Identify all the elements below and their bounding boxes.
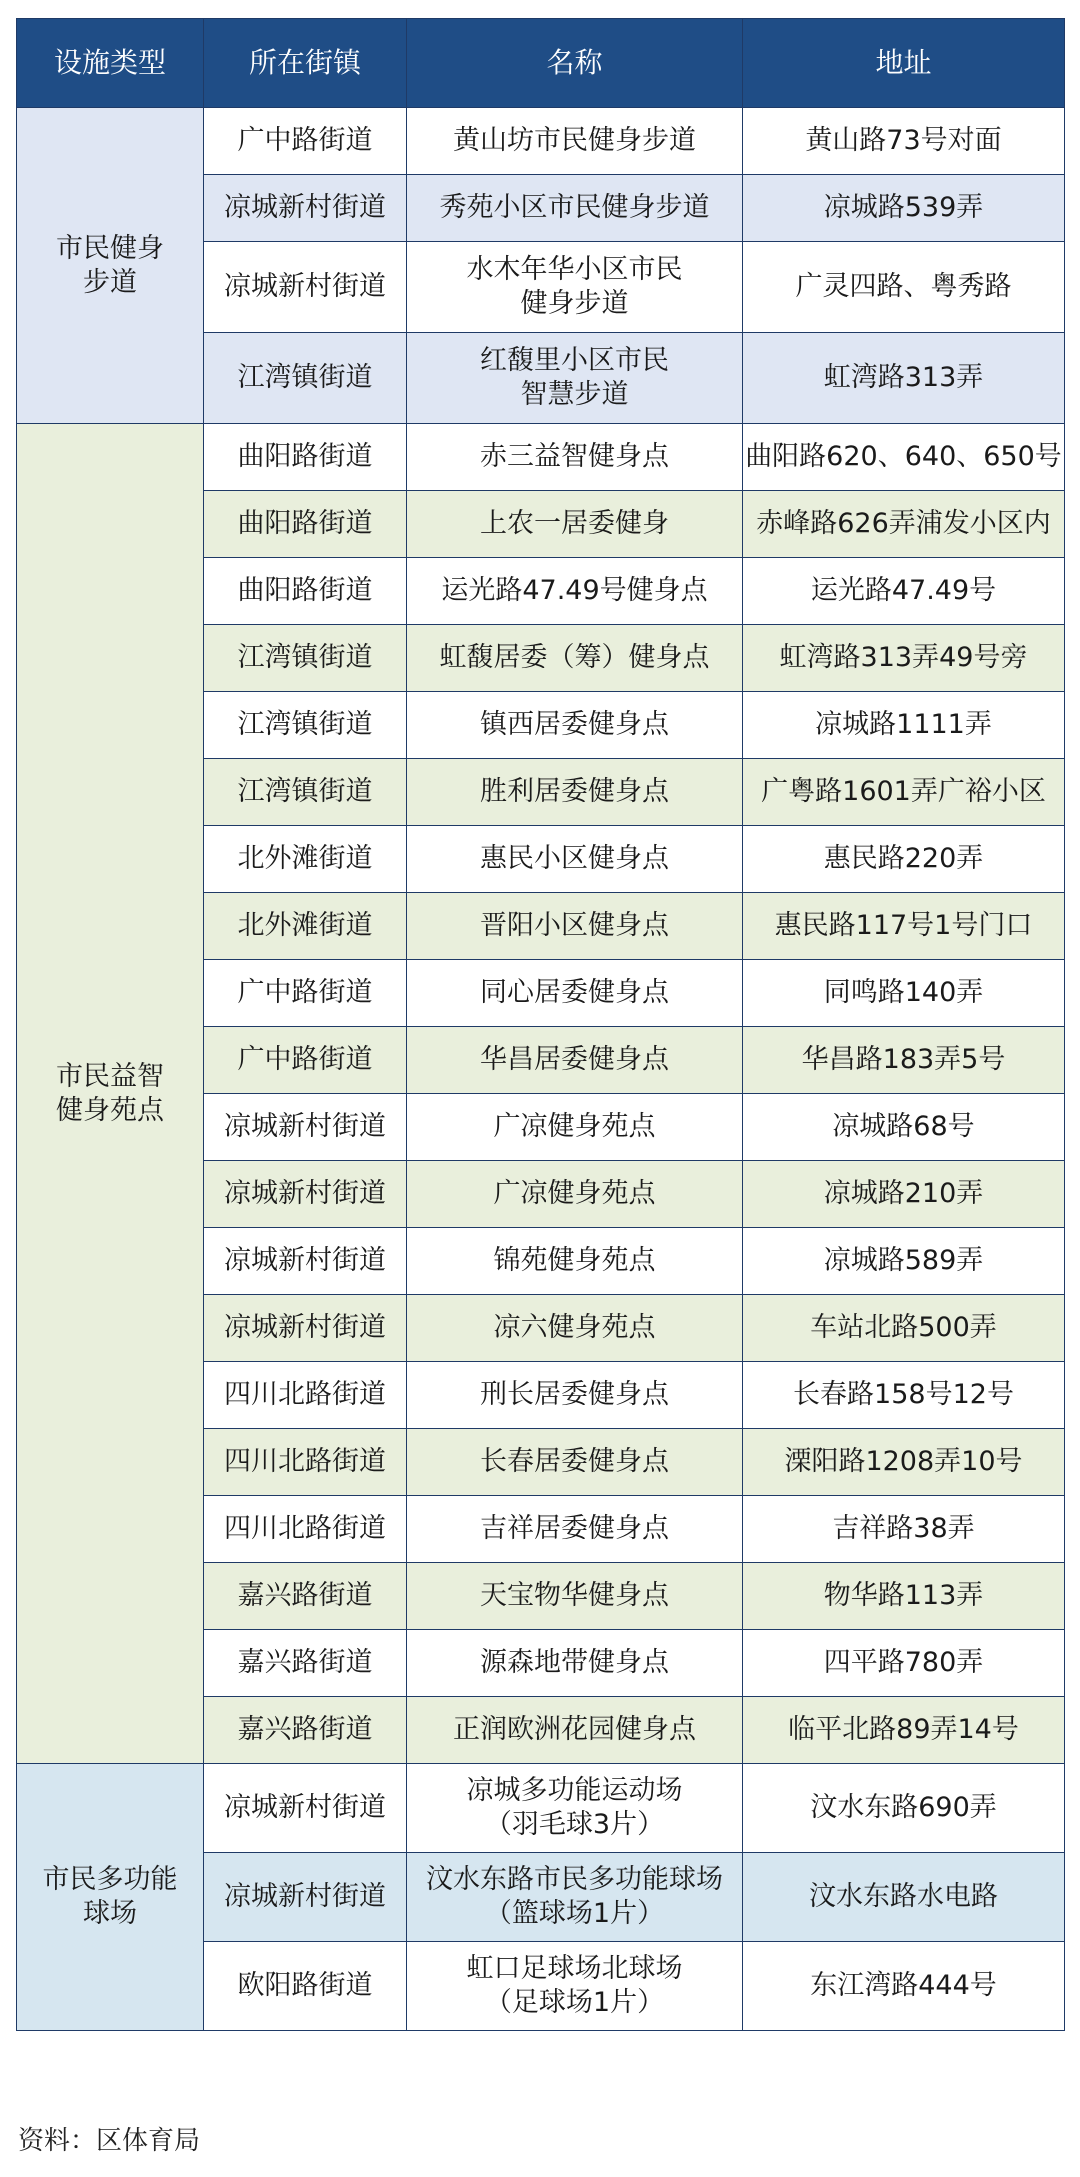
name-cell: 同心居委健身点 — [407, 960, 743, 1027]
street-cell: 江湾镇街道 — [204, 625, 407, 692]
name-cell: 黄山坊市民健身步道 — [407, 108, 743, 175]
name-cell: 秀苑小区市民健身步道 — [407, 175, 743, 242]
street-cell: 四川北路街道 — [204, 1496, 407, 1563]
name-cell: 凉城多功能运动场 （羽毛球3片） — [407, 1764, 743, 1853]
street-cell: 凉城新村街道 — [204, 1161, 407, 1228]
name-cell: 长春居委健身点 — [407, 1429, 743, 1496]
address-cell: 运光路47.49号 — [743, 558, 1065, 625]
name-cell: 虹口足球场北球场 （足球场1片） — [407, 1942, 743, 2031]
name-cell: 虹馥居委（筹）健身点 — [407, 625, 743, 692]
street-cell: 四川北路街道 — [204, 1429, 407, 1496]
address-cell: 虹湾路313弄 — [743, 333, 1065, 424]
facility-table — [16, 18, 1065, 2031]
street-cell: 嘉兴路街道 — [204, 1697, 407, 1764]
table-row — [17, 424, 1065, 491]
address-cell: 车站北路500弄 — [743, 1295, 1065, 1362]
address-cell: 凉城路210弄 — [743, 1161, 1065, 1228]
street-cell: 凉城新村街道 — [204, 1295, 407, 1362]
name-cell: 刑长居委健身点 — [407, 1362, 743, 1429]
street-cell: 曲阳路街道 — [204, 491, 407, 558]
address-cell: 华昌路183弄5号 — [743, 1027, 1065, 1094]
name-cell: 吉祥居委健身点 — [407, 1496, 743, 1563]
name-cell: 水木年华小区市民 健身步道 — [407, 242, 743, 333]
street-cell: 江湾镇街道 — [204, 692, 407, 759]
table-row — [17, 1764, 1065, 1853]
street-cell: 凉城新村街道 — [204, 1228, 407, 1295]
group-multi-court — [17, 1764, 1065, 2031]
address-cell: 曲阳路620、640、650号 — [743, 424, 1065, 491]
street-cell: 广中路街道 — [204, 960, 407, 1027]
name-cell: 惠民小区健身点 — [407, 826, 743, 893]
address-cell: 凉城路589弄 — [743, 1228, 1065, 1295]
group-fitness-point — [17, 424, 1065, 1764]
street-cell: 江湾镇街道 — [204, 759, 407, 826]
category-cell: 市民多功能 球场 — [17, 1764, 204, 2031]
header-name: 名称 — [407, 19, 743, 108]
address-cell: 凉城路68号 — [743, 1094, 1065, 1161]
street-cell: 曲阳路街道 — [204, 558, 407, 625]
street-cell: 江湾镇街道 — [204, 333, 407, 424]
street-cell: 嘉兴路街道 — [204, 1630, 407, 1697]
address-cell: 汶水东路水电路 — [743, 1853, 1065, 1942]
address-cell: 广灵四路、粤秀路 — [743, 242, 1065, 333]
name-cell: 晋阳小区健身点 — [407, 893, 743, 960]
street-cell: 凉城新村街道 — [204, 175, 407, 242]
street-cell: 北外滩街道 — [204, 893, 407, 960]
address-cell: 四平路780弄 — [743, 1630, 1065, 1697]
street-cell: 凉城新村街道 — [204, 1094, 407, 1161]
street-cell: 凉城新村街道 — [204, 1764, 407, 1853]
name-cell: 锦苑健身苑点 — [407, 1228, 743, 1295]
name-cell: 源森地带健身点 — [407, 1630, 743, 1697]
header-street: 所在街镇 — [204, 19, 407, 108]
address-cell: 溧阳路1208弄10号 — [743, 1429, 1065, 1496]
name-cell: 汶水东路市民多功能球场 （篮球场1片） — [407, 1853, 743, 1942]
name-cell: 天宝物华健身点 — [407, 1563, 743, 1630]
street-cell: 广中路街道 — [204, 1027, 407, 1094]
table-header — [17, 19, 1065, 108]
address-cell: 广粤路1601弄广裕小区 — [743, 759, 1065, 826]
street-cell: 凉城新村街道 — [204, 242, 407, 333]
address-cell: 同鸣路140弄 — [743, 960, 1065, 1027]
category-cell: 市民健身 步道 — [17, 108, 204, 424]
address-cell: 凉城路1111弄 — [743, 692, 1065, 759]
name-cell: 胜利居委健身点 — [407, 759, 743, 826]
street-cell: 北外滩街道 — [204, 826, 407, 893]
address-cell: 东江湾路444号 — [743, 1942, 1065, 2031]
name-cell: 华昌居委健身点 — [407, 1027, 743, 1094]
address-cell: 吉祥路38弄 — [743, 1496, 1065, 1563]
name-cell: 运光路47.49号健身点 — [407, 558, 743, 625]
street-cell: 嘉兴路街道 — [204, 1563, 407, 1630]
address-cell: 临平北路89弄14号 — [743, 1697, 1065, 1764]
table-row — [17, 108, 1065, 175]
address-cell: 黄山路73号对面 — [743, 108, 1065, 175]
street-cell: 曲阳路街道 — [204, 424, 407, 491]
address-cell: 汶水东路690弄 — [743, 1764, 1065, 1853]
name-cell: 广凉健身苑点 — [407, 1161, 743, 1228]
address-cell: 惠民路117号1号门口 — [743, 893, 1065, 960]
address-cell: 长春路158号12号 — [743, 1362, 1065, 1429]
name-cell: 上农一居委健身 — [407, 491, 743, 558]
street-cell: 凉城新村街道 — [204, 1853, 407, 1942]
name-cell: 正润欧洲花园健身点 — [407, 1697, 743, 1764]
address-cell: 虹湾路313弄49号旁 — [743, 625, 1065, 692]
name-cell: 凉六健身苑点 — [407, 1295, 743, 1362]
name-cell: 赤三益智健身点 — [407, 424, 743, 491]
address-cell: 惠民路220弄 — [743, 826, 1065, 893]
address-cell: 物华路113弄 — [743, 1563, 1065, 1630]
name-cell: 红馥里小区市民 智慧步道 — [407, 333, 743, 424]
address-cell: 凉城路539弄 — [743, 175, 1065, 242]
group-walking-trail — [17, 108, 1065, 424]
street-cell: 广中路街道 — [204, 108, 407, 175]
source-note: 资料：区体育局 — [18, 2126, 201, 2156]
header-type: 设施类型 — [17, 19, 204, 108]
street-cell: 欧阳路街道 — [204, 1942, 407, 2031]
header-address: 地址 — [743, 19, 1065, 108]
street-cell: 四川北路街道 — [204, 1362, 407, 1429]
name-cell: 广凉健身苑点 — [407, 1094, 743, 1161]
name-cell: 镇西居委健身点 — [407, 692, 743, 759]
category-cell: 市民益智 健身苑点 — [17, 424, 204, 1764]
address-cell: 赤峰路626弄浦发小区内 — [743, 491, 1065, 558]
